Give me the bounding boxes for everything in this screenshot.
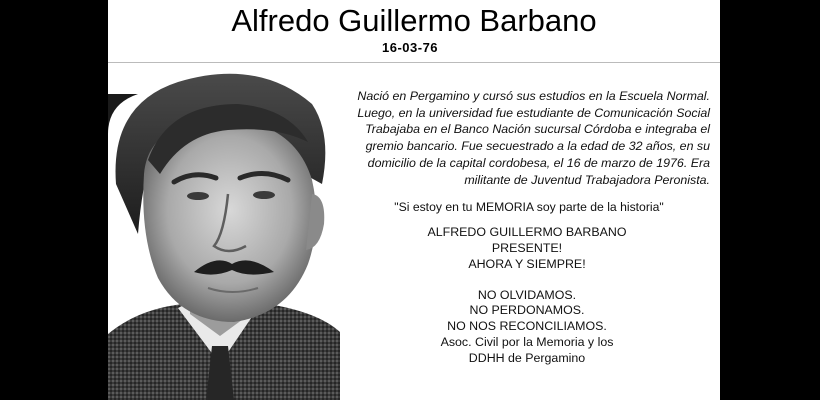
closing-line-1: NO OLVIDAMOS. xyxy=(477,287,577,302)
portrait-photo xyxy=(108,64,340,400)
organization-line-2: DDHH de Pergamino xyxy=(468,350,586,365)
closing-line-3: NO NOS RECONCILIAMOS. xyxy=(447,319,607,334)
tribute-block xyxy=(342,225,712,272)
closing-block xyxy=(342,288,712,367)
text-column xyxy=(342,88,712,367)
closing-line-2: NO PERDONAMOS. xyxy=(469,303,585,318)
organization-line-1: Asoc. Civil por la Memoria y los xyxy=(440,335,614,349)
date-label: 16-03-76 xyxy=(382,40,439,55)
page-title: Alfredo Guillermo Barbano xyxy=(231,3,597,38)
divider xyxy=(108,62,720,63)
memorial-card xyxy=(108,0,720,400)
tribute-present: PRESENTE! xyxy=(491,241,563,256)
tribute-always: AHORA Y SIEMPRE! xyxy=(468,256,586,271)
portrait-image xyxy=(108,64,340,400)
tribute-name: ALFREDO GUILLERMO BARBANO xyxy=(427,225,627,240)
biography-text: Nació en Pergamino y cursó sus estudios en la Escuela Normal. Luego, en la universidad fue estudiante de Comunicación Social Trabajaba en el Banco Nación sucursal Córdoba e integraba el gremio bancario. Fue secuestrado a la edad de 32 años, en su domicilio de la capital cordobesa, el 16 de marzo de 1976. Era militante de Juventud Trabajadora Peronista. xyxy=(357,89,710,187)
memory-quote: "Si estoy en tu MEMORIA soy parte de la historia" xyxy=(394,200,664,215)
